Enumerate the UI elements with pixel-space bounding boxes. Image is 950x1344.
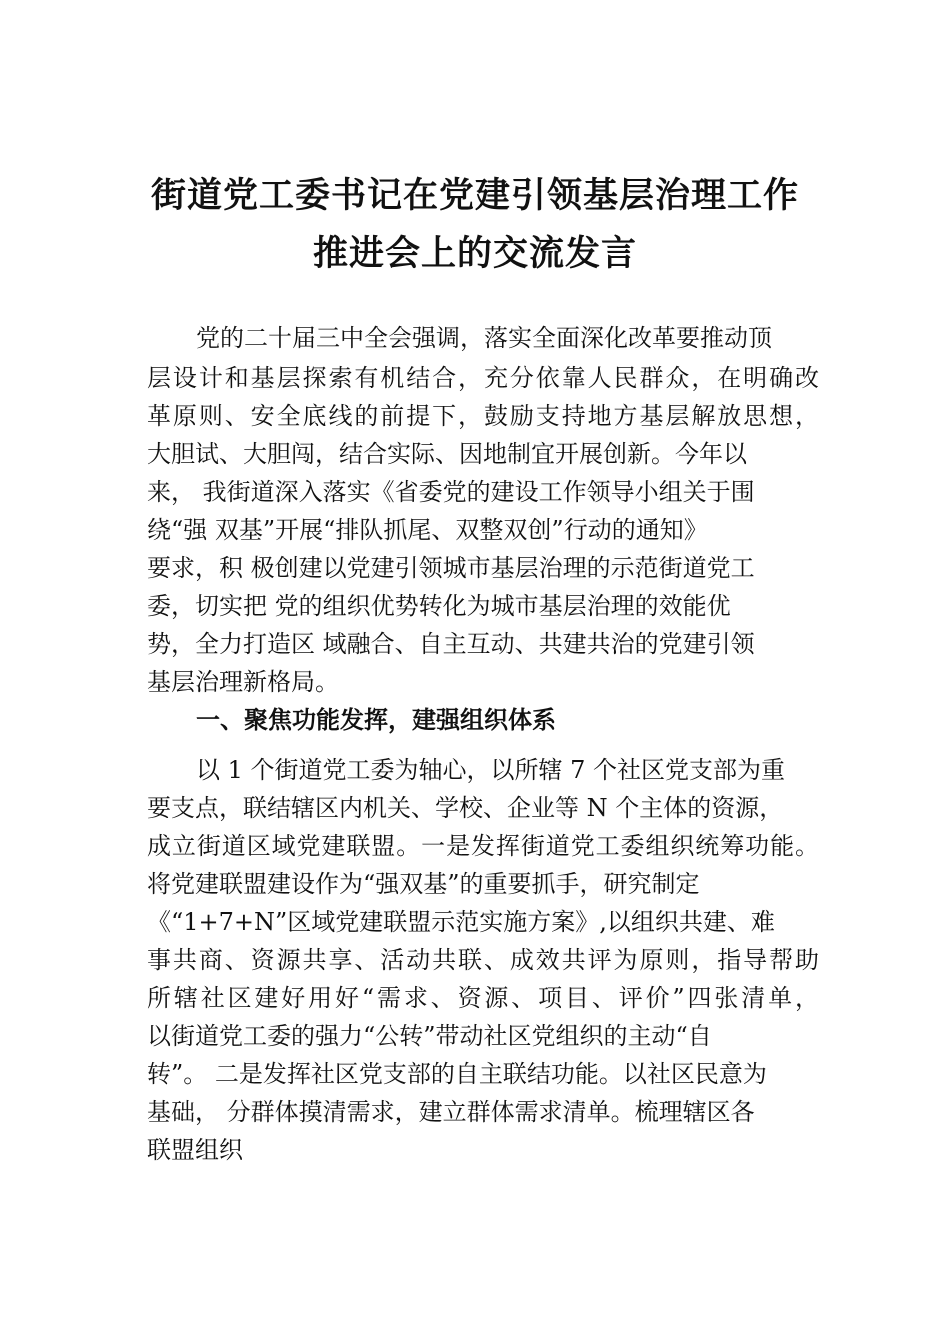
paragraph-line: 成立街道区域党建联盟。一是发挥街道党工委组织统筹功能。 [147, 832, 819, 860]
paragraph-line: 要求，积 极创建以党建引领城市基层治理的示范街道党工 [147, 554, 755, 582]
paragraph-line: 将党建联盟建设作为“强双基”的重要抓手，研究制定 [147, 870, 700, 898]
paragraph-line: 要支点，联结辖区内机关、学校、企业等 N 个主体的资源， [147, 794, 784, 822]
document-title-line-2: 推进会上的交流发言 [312, 234, 637, 274]
paragraph-line: 联盟组织 [147, 1136, 243, 1164]
paragraph-line: 来， 我街道深入落实《省委党的建设工作领导小组关于围 [147, 478, 755, 506]
paragraph-line: 革原则、安全底线的前提下，鼓励支持地方基层解放思想， [147, 402, 819, 430]
paragraph-line: 转”。 二是发挥社区党支部的自主联结功能。以社区民意为 [147, 1060, 767, 1088]
paragraph-line: 所辖社区建好用好“需求、资源、项目、评价”四张清单， [147, 984, 819, 1012]
document-title-line-1: 街道党工委书记在党建引领基层治理工作 [150, 176, 799, 216]
paragraph-line: 委，切实把 党的组织优势转化为城市基层治理的效能优 [147, 592, 731, 620]
section-heading: 一、聚焦功能发挥，建强组织体系 [196, 706, 556, 734]
paragraph-line: 大胆试、大胆闯，结合实际、因地制宜开展创新。今年以 [147, 440, 747, 468]
paragraph-line: 绕“强 双基”开展“排队抓尾、双整双创”行动的通知》 [147, 516, 708, 544]
paragraph-line: 事共商、资源共享、活动共联、成效共评为原则，指导帮助 [147, 946, 819, 974]
paragraph-line: 党的二十届三中全会强调，落实全面深化改革要推动顶 [196, 324, 772, 352]
paragraph-line: 《“1+7+N”区域党建联盟示范实施方案》,以组织共建、难 [147, 908, 775, 936]
paragraph-line: 势，全力打造区 域融合、自主互动、共建共治的党建引领 [147, 630, 755, 658]
paragraph-line: 基础， 分群体摸清需求，建立群体需求清单。梳理辖区各 [147, 1098, 755, 1126]
paragraph-line: 层设计和基层探索有机结合，充分依靠人民群众，在明确改 [147, 364, 819, 392]
paragraph-line: 以 1 个街道党工委为轴心，以所辖 7 个社区党支部为重 [196, 756, 786, 784]
paragraph-line: 基层治理新格局。 [147, 668, 339, 696]
paragraph-line: 以街道党工委的强力“公转”带动社区党组织的主动“自 [147, 1022, 712, 1050]
